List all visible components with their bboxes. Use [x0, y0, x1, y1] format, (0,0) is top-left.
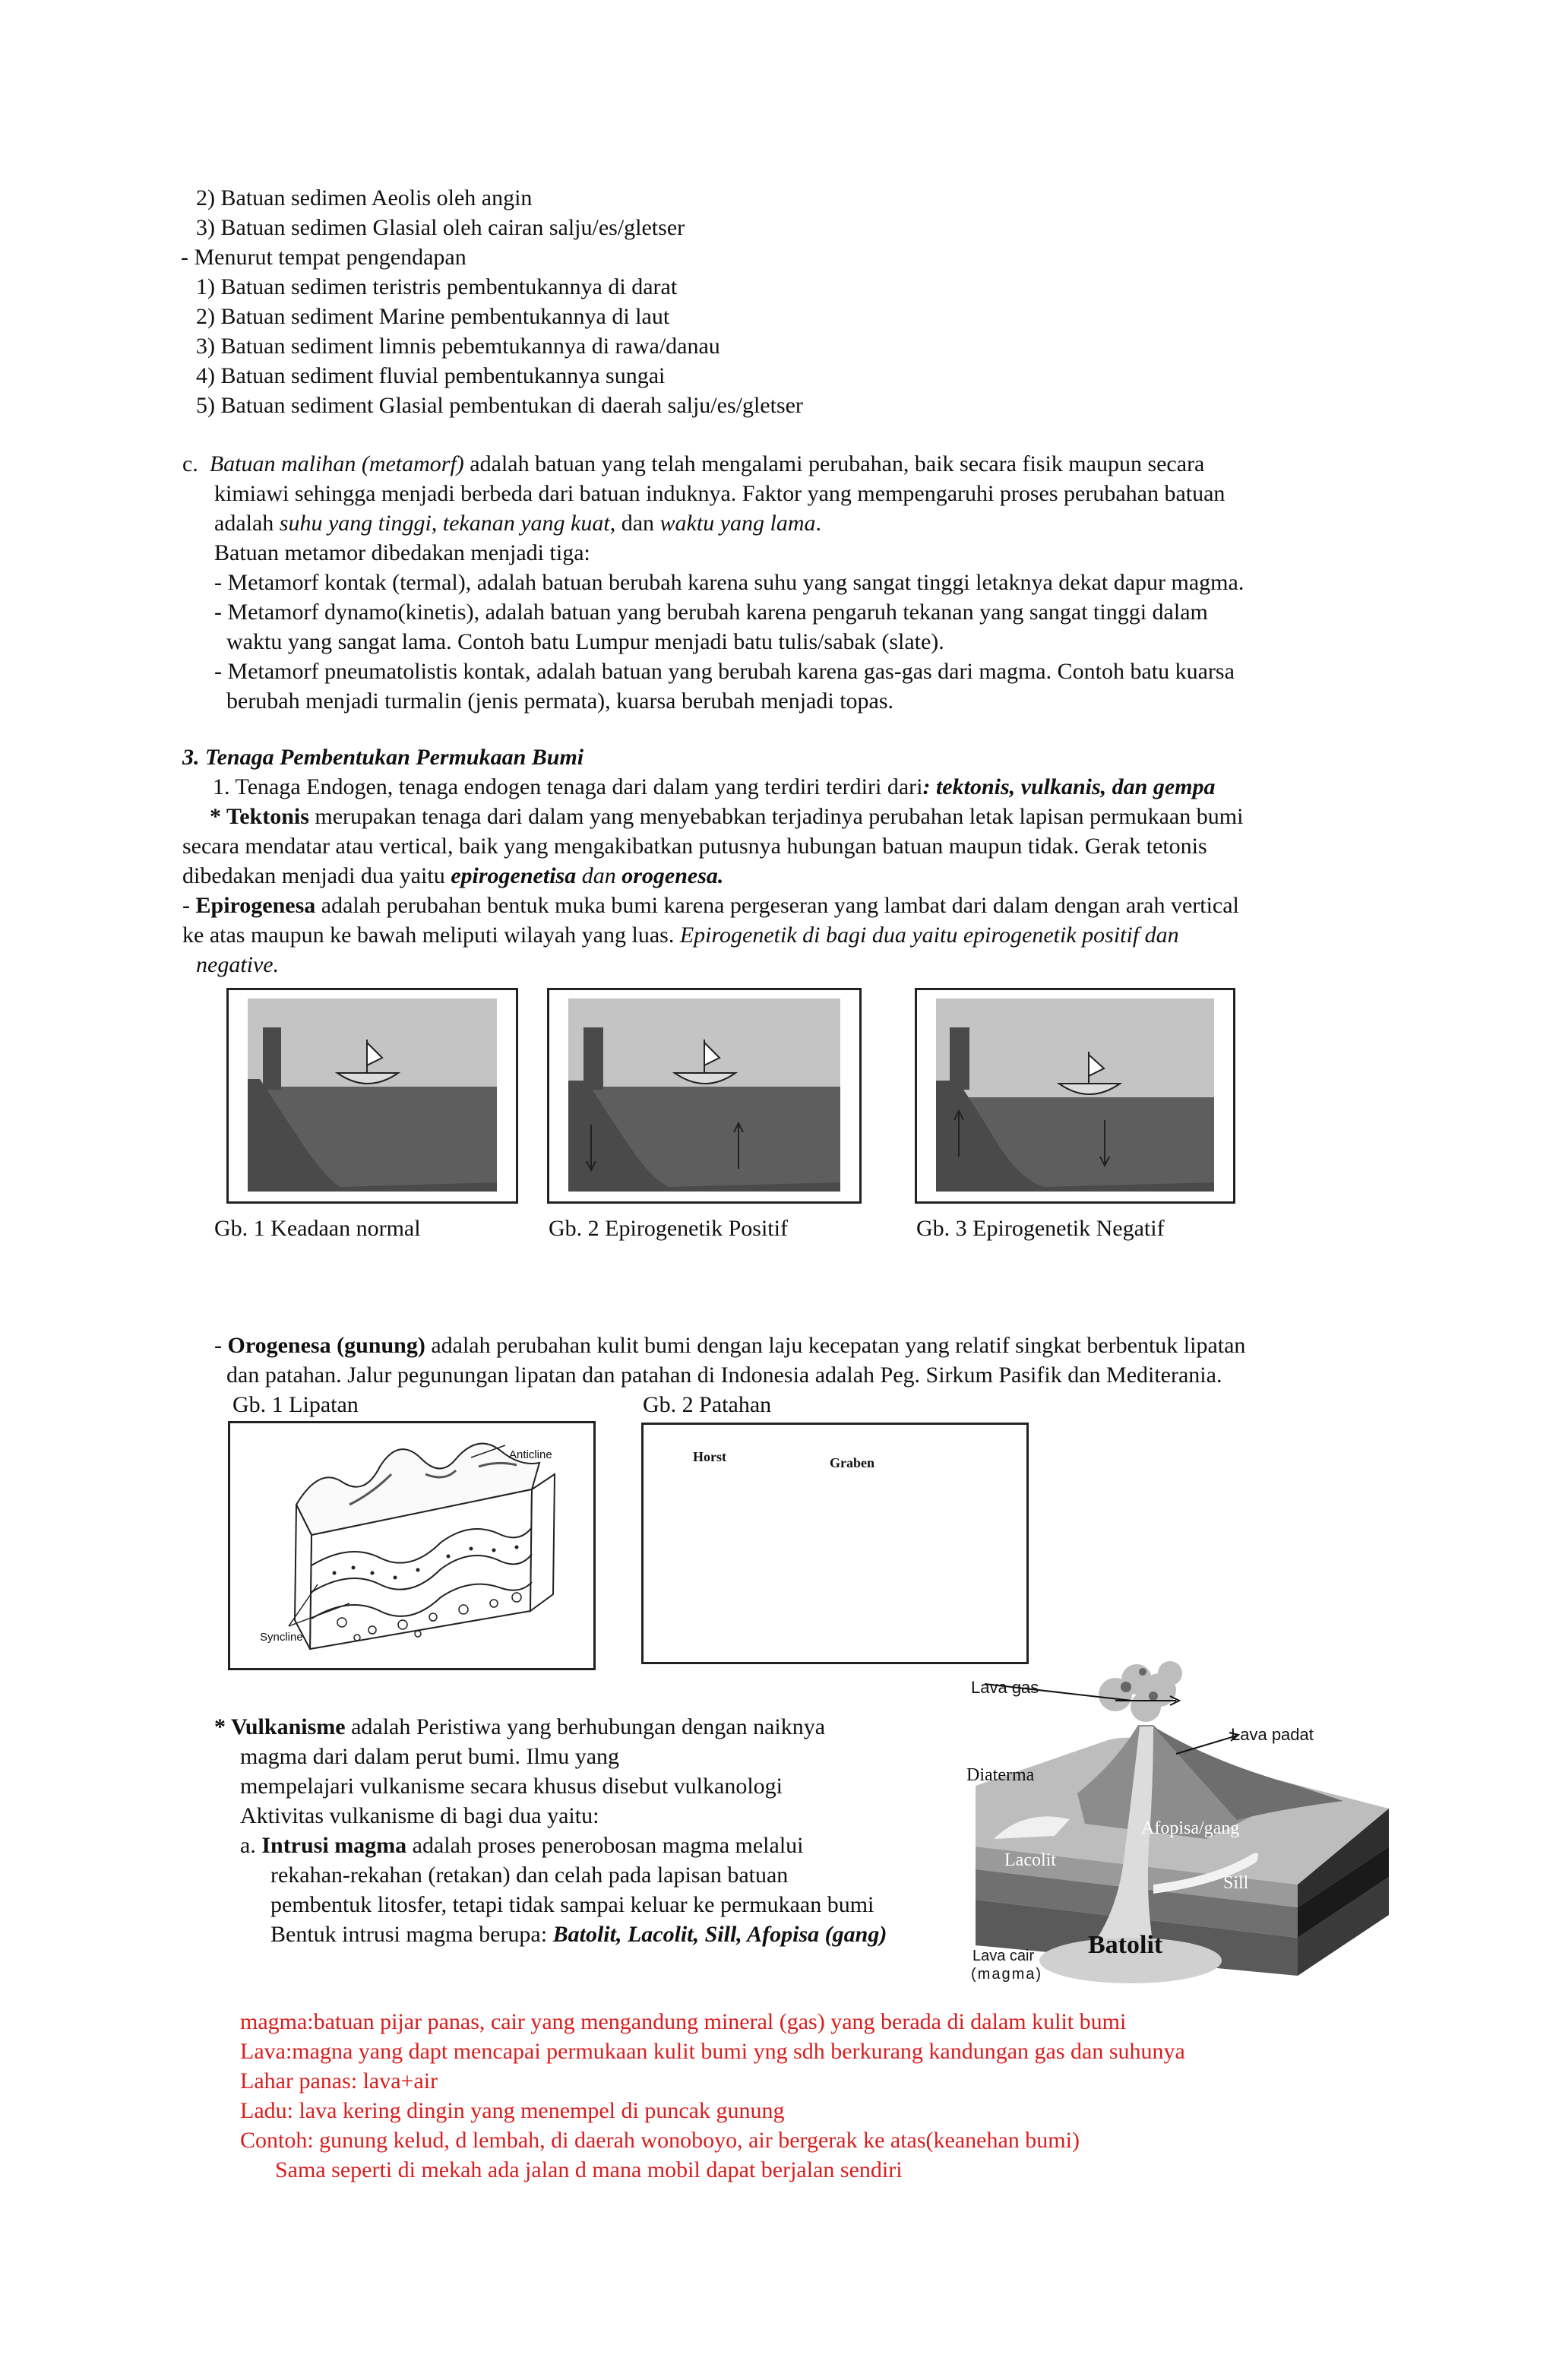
batolit-label: Batolit — [1088, 1931, 1163, 1959]
orogenesa-paragraph-line: - Orogenesa (gunung) adalah perubahan kulit bumi dengan laju kecepatan yang relatif singkat berbentuk lipatan — [214, 1333, 1246, 1358]
note-line: Lahar panas: lava+air — [240, 2068, 438, 2094]
lava-gas-label: Lava gas — [971, 1678, 1039, 1697]
metamorf-paragraph-line: - Metamorf kontak (termal), adalah batuan berubah karena suhu yang sangat tinggi letaknya dekat dapur magma. — [214, 570, 1244, 595]
vulkanisme-paragraph-line: a. Intrusi magma adalah proses penerobosan magma melalui — [240, 1833, 804, 1858]
metamorf-paragraph-line: berubah menjadi turmalin (jenis permata), kuarsa berubah menjadi topas. — [226, 688, 894, 714]
horst-label: Horst — [693, 1449, 726, 1464]
vulkanisme-paragraph-line: * Vulkanisme adalah Peristiwa yang berhubungan dengan naiknya — [214, 1714, 826, 1739]
tenaga-paragraph-line: - Epirogenesa adalah perubahan bentuk muka bumi karena pergeseran yang lambat dari dalam dengan arah vertical — [182, 893, 1239, 918]
figure-caption: Gb. 1 Lipatan — [232, 1392, 359, 1417]
lacolit-label: Lacolit — [1004, 1850, 1056, 1870]
tenaga-paragraph-line: negative. — [196, 952, 280, 977]
list-line: - Menurut tempat pengendapan — [181, 245, 466, 270]
sill-label: Sill — [1223, 1873, 1249, 1893]
note-line: Sama seperti di mekah ada jalan d mana mobil dapat berjalan sendiri — [275, 2157, 903, 2182]
list-line: 2) Batuan sediment Marine pembentukannya di laut — [196, 304, 670, 329]
figure-caption: Gb. 3 Epirogenetik Negatif — [916, 1216, 1165, 1241]
figure-caption: Gb. 2 Epirogenetik Positif — [549, 1216, 788, 1241]
figure-epirogenetik-positif — [547, 988, 862, 1204]
metamorf-paragraph-line: Batuan metamor dibedakan menjadi tiga: — [214, 540, 590, 565]
list-line: 3) Batuan sediment limnis pebemtukannya di rawa/danau — [196, 334, 720, 359]
note-line: magma:batuan pijar panas, cair yang mengandung mineral (gas) yang berada di dalam kulit bumi — [240, 2009, 1127, 2034]
orogenesa-paragraph-line: dan patahan. Jalur pegunungan lipatan dan patahan di Indonesia adalah Peg. Sirkum Pasifik dan Mediterania. — [226, 1362, 1222, 1388]
metamorf-paragraph-line: - Metamorf pneumatolistis kontak, adalah batuan yang berubah karena gas-gas dari magma. Contoh batu kuarsa — [214, 659, 1235, 684]
metamorf-paragraph-line: - Metamorf dynamo(kinetis), adalah batuan yang berubah karena pengaruh tekanan yang sangat tinggi dalam — [214, 600, 1208, 625]
tenaga-paragraph-line: 1. Tenaga Endogen, tenaga endogen tenaga dari dalam yang terdiri terdiri dari: tektonis, vulkanis, dan gempa — [213, 774, 1216, 799]
figure-caption: Gb. 1 Keadaan normal — [214, 1216, 421, 1241]
graben-label: Graben — [830, 1455, 875, 1470]
figure-keadaan-normal — [226, 988, 518, 1204]
vulkanisme-paragraph-line: magma dari dalam perut bumi. Ilmu yang — [240, 1744, 620, 1769]
figure-caption: Gb. 2 Patahan — [643, 1392, 772, 1417]
tenaga-paragraph-line: dibedakan menjadi dua yaitu epirogenetisa dan orogenesa. — [182, 863, 724, 888]
list-line: 2) Batuan sedimen Aeolis oleh angin — [196, 185, 533, 210]
tenaga-paragraph-line: secara mendatar atau vertical, baik yang mengakibatkan putusnya hubungan batuan maupun tidak. Gerak tetonis — [182, 834, 1207, 859]
syncline-label: Syncline — [260, 1631, 303, 1644]
note-line: Lava:magna yang dapt mencapai permukaan kulit bumi yng sdh berkurang kandungan gas dan suhunya — [240, 2039, 1185, 2064]
vulkanisme-paragraph-line: mempelajari vulkanisme secara khusus disebut vulkanologi — [240, 1774, 783, 1799]
figure-epirogenetik-negatif — [915, 988, 1235, 1204]
magma-label: (magma) — [971, 1966, 1043, 1983]
metamorf-paragraph-line: kimiawi sehingga menjadi berbeda dari batuan induknya. Faktor yang mempengaruhi proses perubahan batuan — [214, 481, 1226, 506]
list-line: 1) Batuan sedimen teristris pembentukannya di darat — [196, 274, 678, 299]
tenaga-paragraph-line: ke atas maupun ke bawah meliputi wilayah yang luas. Epirogenetik di bagi dua yaitu epirogenetik positif dan — [182, 923, 1179, 948]
list-line: 4) Batuan sediment fluvial pembentukannya sungai — [196, 363, 666, 388]
note-line: Contoh: gunung kelud, d lembah, di daerah wonoboyo, air bergerak ke atas(keanehan bumi) — [240, 2128, 1080, 2153]
vulkanisme-paragraph-line: pembentuk litosfer, tetapi tidak sampai keluar ke permukaan bumi — [270, 1892, 874, 1917]
vulkanisme-paragraph-line: Aktivitas vulkanisme di bagi dua yaitu: — [240, 1803, 599, 1828]
metamorf-paragraph-line: waktu yang sangat lama. Contoh batu Lumpur menjadi batu tulis/sabak (slate). — [226, 629, 944, 654]
vulkanisme-paragraph-line: rekahan-rekahan (retakan) dan celah pada lapisan batuan — [270, 1863, 789, 1888]
afopisa-label: Afopisa/gang — [1141, 1818, 1240, 1838]
vulkanisme-paragraph-line: Bentuk intrusi magma berupa: Batolit, Lacolit, Sill, Afopisa (gang) — [270, 1922, 887, 1947]
list-line: 5) Batuan sediment Glasial pembentukan di daerah salju/es/gletser — [196, 393, 803, 418]
list-line: 3) Batuan sedimen Glasial oleh cairan salju/es/gletser — [196, 215, 685, 240]
anticline-label: Anticline — [509, 1448, 552, 1461]
tenaga-paragraph-line: * Tektonis merupakan tenaga dari dalam yang menyebabkan terjadinya perubahan letak lapisan permukaan bumi — [210, 804, 1244, 829]
lava-padat-label: Lava padat — [1231, 1725, 1314, 1744]
metamorf-paragraph-line: c. Batuan malihan (metamorf) adalah batuan yang telah mengalami perubahan, baik secara fisik maupun secara — [182, 451, 1205, 476]
note-line: Ladu: lava kering dingin yang menempel di puncak gunung — [240, 2098, 785, 2123]
section-heading: 3. Tenaga Pembentukan Permukaan Bumi — [182, 745, 584, 770]
metamorf-paragraph-line: adalah suhu yang tinggi, tekanan yang kuat, dan waktu yang lama. — [214, 511, 822, 536]
diaterma-label: Diaterma — [966, 1765, 1035, 1785]
lava-cair-label: Lava cair — [972, 1948, 1035, 1964]
